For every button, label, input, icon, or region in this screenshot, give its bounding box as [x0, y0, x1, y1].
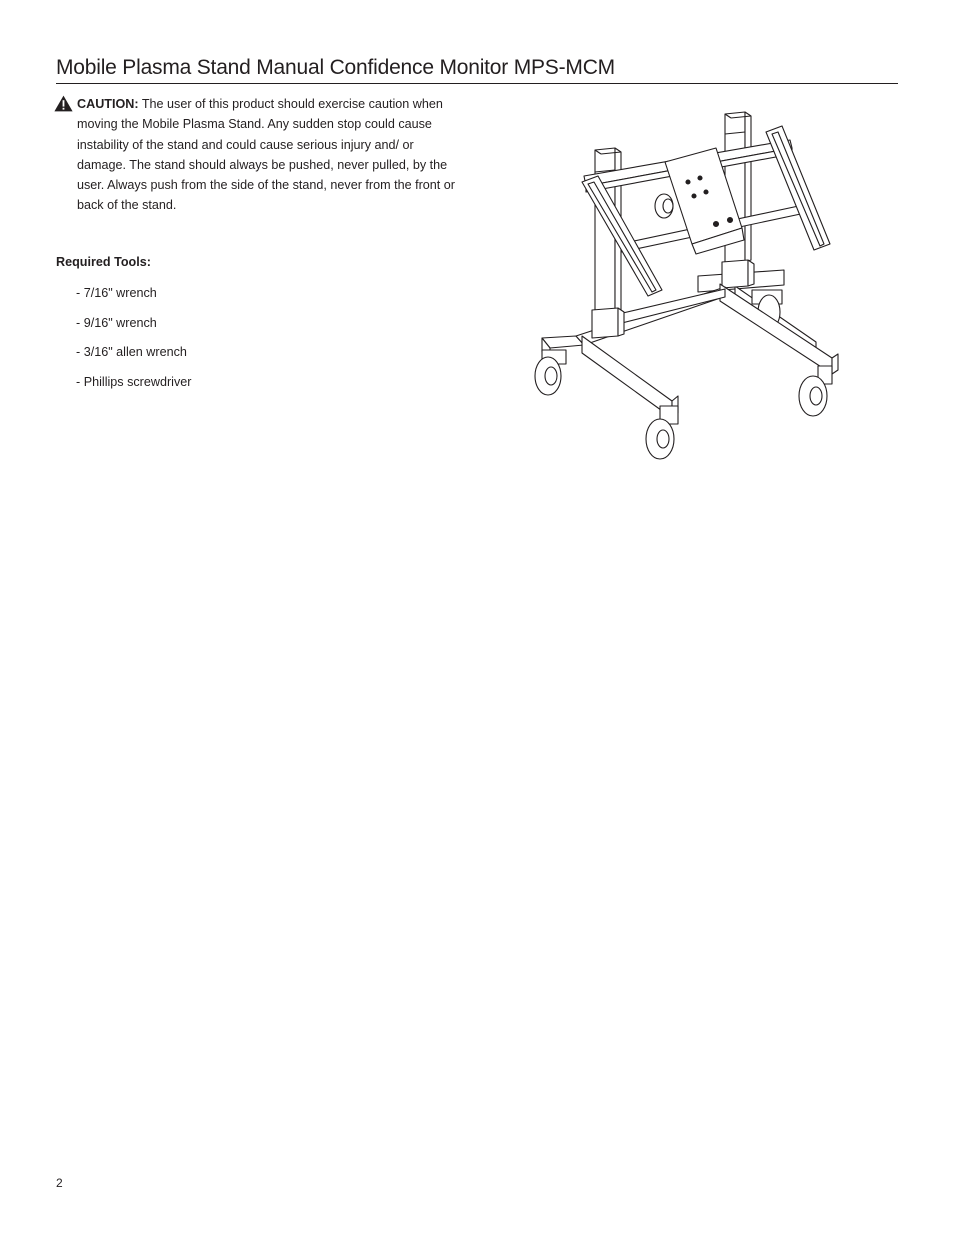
tool-item: - 3/16" allen wrench: [76, 345, 187, 360]
warning-triangle-icon: [54, 95, 73, 112]
caution-paragraph: [77, 94, 464, 216]
page-number: 2: [56, 1176, 63, 1190]
caution-label: CAUTION:: [77, 97, 139, 111]
required-tools-list: [76, 284, 191, 402]
mobile-plasma-stand-illustration: [520, 104, 865, 464]
tool-item: - 9/16" wrench: [76, 315, 157, 330]
tool-item: - Phillips screwdriver: [76, 374, 192, 389]
caution-block: [54, 94, 464, 216]
tool-item: - 7/16" wrench: [76, 286, 157, 300]
caution-body: The user of this product should exercise caution when moving the Mobile Plasma Stand. Any sudden stop could cause instability of the stand and could cause serious injury and/ or damage. The stand should always be pushed, never pulled, by the user. Always push from the side of the stand, never from the front or back of the stand.: [77, 97, 456, 213]
page-title: Mobile Plasma Stand Manual Confidence Monitor MPS-MCM: [56, 56, 615, 79]
title-rule: [56, 83, 898, 84]
required-tools-heading: Required Tools:: [56, 255, 151, 269]
